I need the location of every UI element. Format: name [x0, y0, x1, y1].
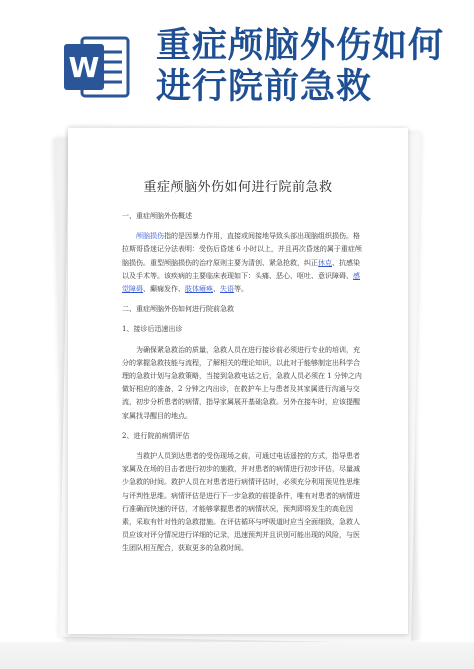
paragraph: 颅脑损伤指的是因暴力作用，直接或间接地导致头部出现脑组织损伤。格拉斯哥昏迷记分法表明：受伤后昏迷 6 小时以上，并且再次昏迷的属于重症颅脑损伤。重型颅脑损伤的治疗原则主要为清创、紧急抢救，纠正休克、抗感染以及手术等。该疾病的主要临床表现如下：头痛、恶心、呕吐、意识障碍、感觉障碍、癫痫发作、肢体瘫痪、失语等。	[122, 232, 362, 294]
banner-title-line1: 重症颅脑外伤如何	[156, 26, 445, 66]
banner-title	[156, 26, 444, 108]
paragraph: 为确保紧急救治的质量，急救人员在进行接诊前必须进行专业的培训，充分的掌握急救技能与流程，了解相关的理论知识，以此对于能够制定出科学合理的急救计划与急救策略，当接到急救电话之后，急救人员必须在 1 分钟之内做好相应的准备，2 分钟之内出诊，在救护车上与患者及其家属进行沟通与交流，初步分析患者的病情，指导家属展开基础急救。另外在接车时，应该提醒家属找寻醒目的地点。	[122, 345, 362, 420]
banner-title-line2: 进行院前急救	[156, 67, 373, 107]
word-document-icon	[64, 32, 130, 102]
paragraph: 当救护人员到达患者的受伤现场之前，可通过电话遥控的方式，指导患者家属及在场的目击者进行初步的施救，并对患者的病情进行初步评估，尽量减少急救的时间。救护人员在对患者进行病情评估时，必须充分利用预见性思维与评判性思维。病情评估是进行下一步急救的前提条件，唯有对患者的病情进行准确而快速的评估，才能够掌握患者的病情状况，预判即将发生的高危因素，采取有针对性的急救措施。在评估循环与呼吸道时应当全面细致，急救人员应该对评分情况进行详细的记录，迅速预判并且识别可能出现的风险，与医生团队相互配合，获取更多的急救时间。	[122, 452, 360, 553]
document-body	[122, 210, 364, 556]
term-link[interactable]: 肢体瘫痪	[185, 285, 213, 294]
banner	[0, 0, 474, 135]
term-link[interactable]: 感觉障碍	[122, 271, 360, 294]
section-heading: 二、重症颅脑外伤如何进行院前急救	[122, 305, 234, 314]
term-link[interactable]: 颅脑损伤	[136, 232, 164, 241]
logo-letter: W	[68, 51, 100, 84]
subsection-heading: 1、接诊后迅速出诊	[122, 325, 183, 334]
term-link[interactable]: 失语	[220, 285, 234, 294]
subsection-heading: 2、进行院前病情评估	[122, 431, 190, 440]
term-link[interactable]: 休克	[318, 258, 332, 267]
document-page	[68, 128, 408, 634]
section-heading: 一、重症颅脑外伤概述	[122, 212, 192, 220]
document-title: 重症颅脑外伤如何进行院前急救	[143, 180, 333, 195]
footer-strip	[0, 642, 474, 669]
